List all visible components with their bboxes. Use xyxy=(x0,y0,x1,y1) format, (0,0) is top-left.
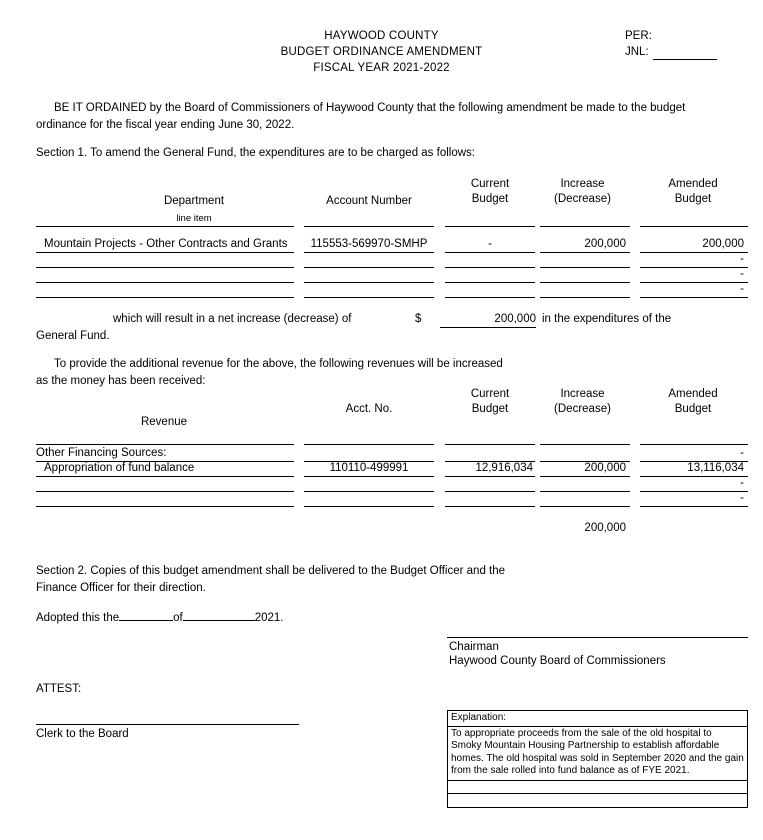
rev-row4-rule-dept xyxy=(36,506,294,507)
rev-col-header-increase-2: (Decrease) xyxy=(554,403,611,415)
exp-header-rule-current xyxy=(445,226,535,227)
rev-col-header-current-1: Current xyxy=(470,388,510,400)
exp-row3-rule-current xyxy=(445,282,535,283)
exp-row3-rule-increase xyxy=(540,282,630,283)
rev-col-header-amended-1: Amended xyxy=(668,388,718,400)
col-header-amended-2: Budget xyxy=(674,193,712,205)
rev-header-rule-current xyxy=(445,444,535,445)
clerk-signature-line[interactable] xyxy=(36,724,299,725)
revenue-intro-line-1: To provide the additional revenue for the above, the following revenues will be increased xyxy=(54,358,503,370)
adopted-month-blank[interactable] xyxy=(183,608,255,621)
adopted-middle: of xyxy=(173,612,183,624)
rev-header-rule-acct xyxy=(304,444,434,445)
header-line-2: BUDGET ORDINANCE AMENDMENT xyxy=(280,46,483,58)
table-row-account: 115553-569970-SMHP xyxy=(310,238,428,250)
chairman-label: Chairman xyxy=(449,641,499,653)
table-row-amended: - xyxy=(740,268,744,280)
rev-col-header-revenue: Revenue xyxy=(140,416,188,428)
table-row: Other Financing Sources: xyxy=(36,447,167,459)
exp-row2-rule-acct xyxy=(304,267,434,268)
col-header-current-1: Current xyxy=(470,178,510,190)
section-2-line-1: Section 2. Copies of this budget amendment shall be delivered to the Budget Officer and the xyxy=(36,565,506,577)
table-row-amended: - xyxy=(740,477,744,489)
table-row-increase: 200,000 xyxy=(584,462,626,474)
rev-row3-rule-dept xyxy=(36,491,294,492)
net-increase-rule xyxy=(440,327,536,328)
table-row: Appropriation of fund balance xyxy=(44,462,195,474)
rev-row4-rule-acct xyxy=(304,506,434,507)
revenue-intro-line-2: as the money has been received: xyxy=(36,375,206,387)
col-header-department: Department xyxy=(163,195,225,207)
rev-col-header-increase-1: Increase xyxy=(560,388,605,400)
col-header-line-item: line item xyxy=(176,213,212,224)
table-row-amended: - xyxy=(740,253,744,265)
rev-row2-rule-current xyxy=(445,476,535,477)
adopted-line xyxy=(36,608,284,624)
adopted-day-blank[interactable] xyxy=(119,608,173,621)
exp-header-rule-increase xyxy=(540,226,630,227)
net-increase-text-2: in the expenditures of the xyxy=(542,313,672,325)
adopted-prefix: Adopted this the xyxy=(36,612,120,624)
exp-row3-rule-dept xyxy=(36,282,294,283)
table-row-current: - xyxy=(488,238,492,250)
dollar-sign: $ xyxy=(415,313,422,325)
attest-label: ATTEST: xyxy=(36,683,82,695)
ordinance-paragraph: BE IT ORDAINED by the Board of Commissioners of Haywood County that the following amendment be made to the budget ordinance for the fiscal year ending June 30, 2022. xyxy=(36,102,686,131)
per-row xyxy=(625,28,717,44)
exp-row4-rule-amended xyxy=(640,297,748,298)
rev-row2-rule-increase xyxy=(540,476,630,477)
exp-row1-rule-dept xyxy=(36,252,294,253)
jnl-label: JNL: xyxy=(625,46,649,58)
section-2-line-2: Finance Officer for their direction. xyxy=(36,582,206,594)
rev-row3-rule-current xyxy=(445,491,535,492)
general-fund-text: General Fund. xyxy=(36,330,110,342)
exp-header-rule-acct xyxy=(304,226,434,227)
per-label: PER: xyxy=(625,30,652,42)
rev-row4-rule-increase xyxy=(540,506,630,507)
jnl-blank-line[interactable] xyxy=(653,48,717,60)
rev-header-rule-increase xyxy=(540,444,630,445)
per-jnl-block xyxy=(625,28,717,60)
section-1-heading: Section 1. To amend the General Fund, the expenditures are to be charged as follows: xyxy=(36,147,475,159)
exp-row2-rule-dept xyxy=(36,267,294,268)
explanation-title: Explanation: xyxy=(448,711,747,727)
exp-row2-rule-current xyxy=(445,267,535,268)
chairman-signature-line[interactable] xyxy=(447,637,748,638)
rev-row3-rule-increase xyxy=(540,491,630,492)
exp-row4-rule-increase xyxy=(540,297,630,298)
exp-row1-rule-acct xyxy=(304,252,434,253)
exp-header-rule-dept xyxy=(36,226,294,227)
col-header-account-number: Account Number xyxy=(326,195,412,207)
rev-header-rule-amended xyxy=(640,444,748,445)
table-row-amended: 13,116,034 xyxy=(687,462,744,474)
table-row-current: 12,916,034 xyxy=(475,462,533,474)
table-row-account: 110110-499991 xyxy=(329,462,409,474)
rev-row2-rule-dept xyxy=(36,476,294,477)
exp-row3-rule-acct xyxy=(304,282,434,283)
exp-row2-rule-increase xyxy=(540,267,630,268)
rev-col-header-amended-2: Budget xyxy=(674,403,712,415)
exp-row4-rule-current xyxy=(445,297,535,298)
header-line-3: FISCAL YEAR 2021-2022 xyxy=(313,62,450,74)
col-header-current-2: Budget xyxy=(471,193,509,205)
rev-col-header-acct-no: Acct. No. xyxy=(345,403,393,415)
exp-header-rule-amended xyxy=(640,226,748,227)
rev-row2-rule-acct xyxy=(304,476,434,477)
clerk-label: Clerk to the Board xyxy=(36,728,129,740)
rev-row4-rule-amended xyxy=(640,506,748,507)
table-row-amended: 200,000 xyxy=(702,238,744,250)
col-header-increase-1: Increase xyxy=(560,178,605,190)
col-header-increase-2: (Decrease) xyxy=(554,193,611,205)
rev-header-rule-dept xyxy=(36,444,294,445)
adopted-year: 2021. xyxy=(254,612,284,624)
table-row-increase: 200,000 xyxy=(584,238,626,250)
col-header-amended-1: Amended xyxy=(668,178,718,190)
explanation-body: To appropriate proceeds from the sale of the old hospital to Smoky Mountain Housing Partnership to establish affordable homes. The old hospital was sold in September 2020 and the gain from the sale rolled into fund balance as of FYE 2021. xyxy=(448,727,747,781)
exp-row4-rule-acct xyxy=(304,297,434,298)
table-row-amended: - xyxy=(740,492,744,504)
net-increase-amount: 200,000 xyxy=(494,313,536,325)
revenue-total: 200,000 xyxy=(584,522,626,534)
rev-row3-rule-acct xyxy=(304,491,434,492)
jnl-row xyxy=(625,44,717,60)
rev-row4-rule-current xyxy=(445,506,535,507)
explanation-blank-row-2 xyxy=(448,794,747,807)
rev-col-header-current-2: Budget xyxy=(471,403,509,415)
exp-row1-rule-increase xyxy=(540,252,630,253)
board-label: Haywood County Board of Commissioners xyxy=(449,655,666,667)
table-row-amended: - xyxy=(740,283,744,295)
net-increase-text: which will result in a net increase (decrease) of xyxy=(113,313,352,325)
explanation-blank-row-1 xyxy=(448,781,747,794)
exp-row1-rule-current xyxy=(445,252,535,253)
explanation-box xyxy=(447,710,748,808)
exp-row4-rule-dept xyxy=(36,297,294,298)
table-row-amended: - xyxy=(740,447,744,459)
table-row: Mountain Projects - Other Contracts and Grants xyxy=(44,238,288,250)
header-line-1: HAYWOOD COUNTY xyxy=(324,30,439,42)
